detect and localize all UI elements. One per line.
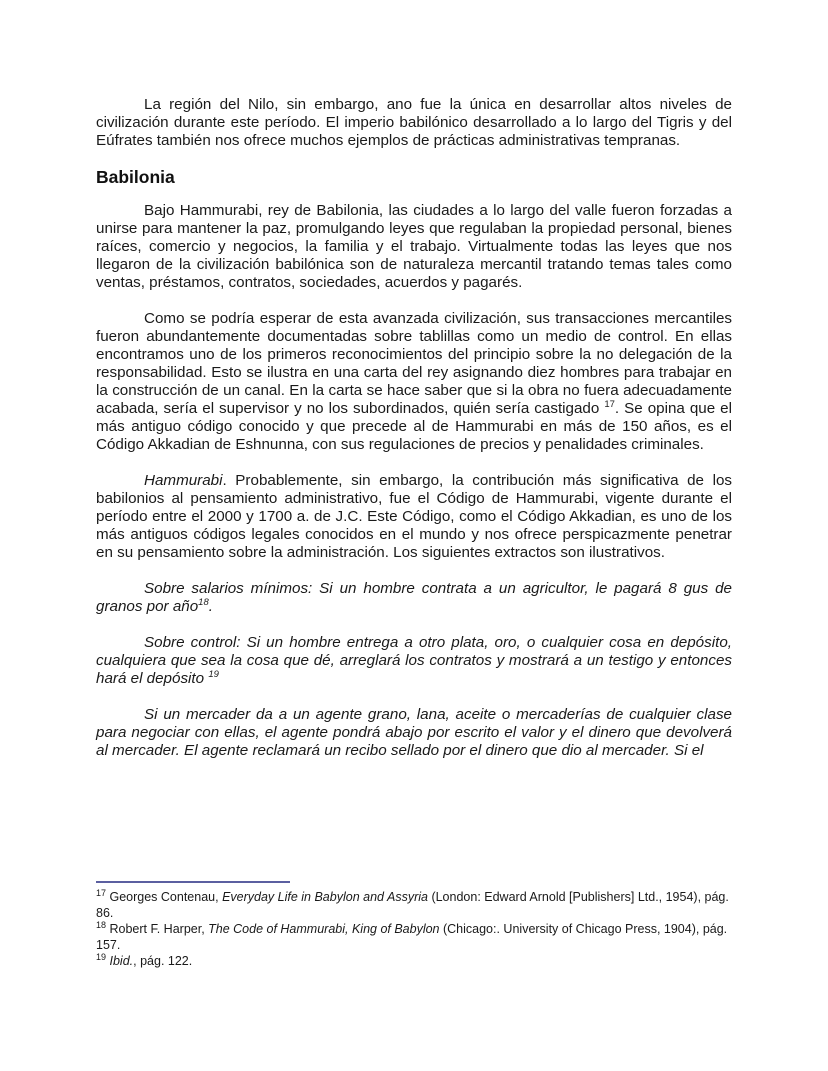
footnote-number: 18: [96, 920, 107, 930]
footnote-19: [96, 953, 732, 969]
paragraph-transactions: [96, 310, 732, 454]
quote-end: .: [208, 598, 213, 615]
footnote-number: 17: [96, 888, 107, 898]
quote-merchant: Si un mercader da a un agente grano, lana, aceite o mercaderías de cualquier clase para negociar con ellas, el agente pondrá abajo por escrito el valor y el dinero que devolverá al mercader. El agente reclamará un recibo sellado por el dinero que dio al mercader. Si el: [96, 706, 732, 759]
footnote-publication: (Chicago:. University of Chicago Press, 1904), pág. 157.: [96, 922, 728, 952]
document-body: [96, 96, 732, 760]
italic-lead: Hammurabi: [144, 472, 223, 489]
section-heading: Babilonia: [96, 167, 175, 187]
paragraph-text: . Se opina que el más antiguo código conocido y que precede al de Hammurabi en más de 150 años, es el Código Akkadian de Eshnunna, con sus regulaciones de precios y penalidades criminales.: [96, 400, 732, 453]
footnote-separator: [96, 881, 290, 883]
paragraph-code-of-hammurabi: [96, 472, 732, 562]
footnote-18: [96, 921, 732, 953]
paragraph-text: Como se podría esperar de esta avanzada civilización, sus transacciones mercantiles fueron abundantemente documentadas sobre tablillas como un medio de control. En ellas encontramos uno de los primeros reconocimientos del principio sobre la no delegación de la responsabilidad. Esto se ilustra en una carta del rey asignando diez hombres para trabajar en la construcción de un canal. En la carta se hace saber que si la obra no fuera adecuadamente acabada, sería el supervisor y no los subordinados, quién sería castigado: [96, 310, 732, 417]
footnote-publication: (London: Edward Arnold [Publishers] Ltd., 1954), pág. 86.: [96, 890, 729, 920]
footnote-ref-18[interactable]: 18: [198, 597, 209, 608]
paragraph-hammurabi-laws: Bajo Hammurabi, rey de Babilonia, las ciudades a lo largo del valle fueron forzadas a unirse para mantener la paz, promulgando leyes que regulaban la propiedad personal, bienes raíces, comercio y negocios, la familia y el trabajo. Virtualmente todas las leyes que nos llegaron de la civilización babilónica son de naturaleza mercantil tratando temas tales como ventas, préstamos, contratos, sociedades, acuerdos y pagarés.: [96, 202, 732, 291]
footnote-author: Robert F. Harper,: [106, 922, 209, 936]
footnote-author: Georges Contenau,: [106, 890, 223, 904]
footnote-publication: , pág. 122.: [133, 954, 193, 968]
footnote-title: The Code of Hammurabi, King of Babylon: [208, 922, 440, 936]
footnote-title: Ibid.: [109, 954, 134, 968]
footnote-17: [96, 889, 732, 921]
quote-text: Sobre salarios mínimos: Si un hombre contrata a un agricultor, le pagará 8 gus de granos por año: [96, 580, 732, 615]
footnotes: [96, 881, 732, 969]
paragraph-text: . Probablemente, sin embargo, la contribución más significativa de los babilonios al pensamiento administrativo, fue el Código de Hammurabi, vigente durante el período entre el 2000 y 1700 a. de J.C. Este Código, como el Código Akkadian, es uno de los más antiguos códigos legales conocidos en el mundo y nos ofrece perspicazmente penetrar en su pensamiento sobre la administración. Los siguientes extractos son ilustrativos.: [96, 472, 732, 561]
quote-text: Sobre control: Si un hombre entrega a otro plata, oro, o cualquier cosa en depósito, cualquiera que sea la cosa que dé, arreglará los contratos y mostrará a un testigo y entonces hará el depósito: [96, 634, 732, 687]
footnote-number: 19: [96, 952, 107, 962]
intro-paragraph: La región del Nilo, sin embargo, ano fue la única en desarrollar altos niveles de civilización durante este período. El imperio babilónico desarrollado a lo largo del Tigris y del Eúfrates también nos ofrece muchos ejemplos de prácticas administrativas tempranas.: [96, 96, 732, 149]
quote-minimum-wages: [96, 580, 732, 616]
footnote-ref-19[interactable]: 19: [208, 669, 219, 680]
footnote-ref-17[interactable]: 17: [604, 399, 615, 410]
footnote-title: Everyday Life in Babylon and Assyria: [222, 890, 428, 904]
quote-control: [96, 634, 732, 688]
